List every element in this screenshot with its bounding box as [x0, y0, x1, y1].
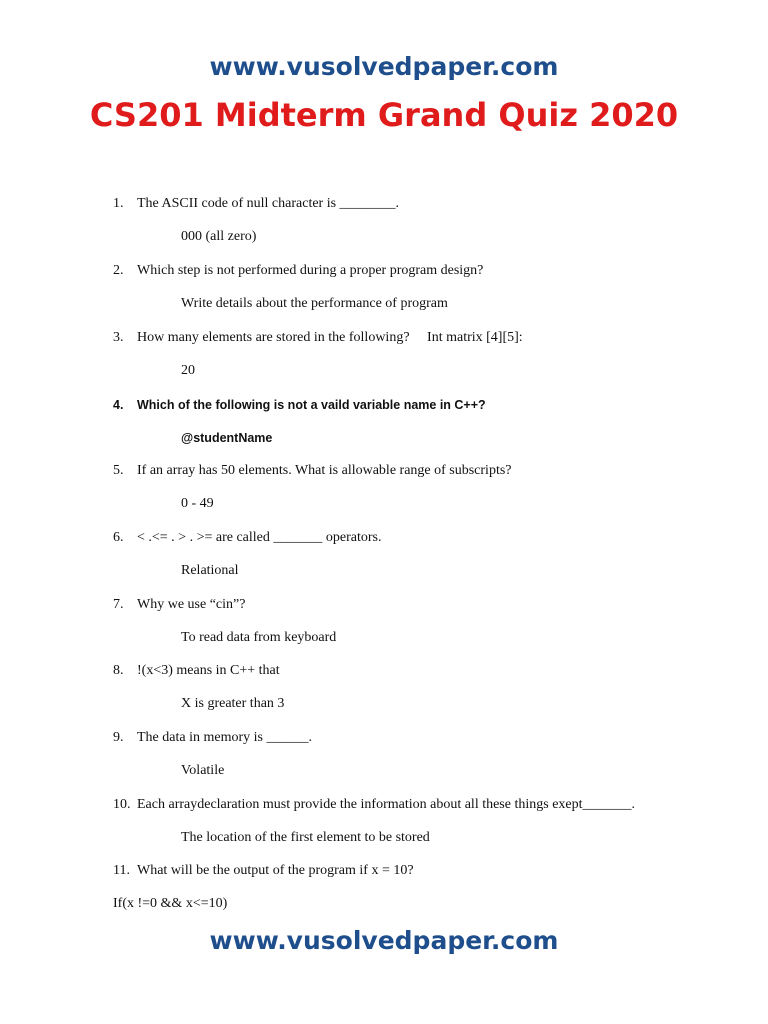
- answer-8: X is greater than 3: [181, 696, 285, 711]
- question-text: The ASCII code of null character is ________.: [137, 196, 400, 211]
- question-text: How many elements are stored in the following? Int matrix [4][5]:: [137, 330, 523, 345]
- question-number: 2.: [113, 263, 124, 278]
- question-number: 5.: [113, 463, 124, 478]
- question-text: Each arraydeclaration must provide the information about all these things exept_______.: [137, 797, 636, 812]
- question-number: 6.: [113, 530, 124, 545]
- answer-2: Write details about the performance of program: [181, 296, 448, 311]
- answer-9: Volatile: [181, 763, 225, 778]
- question-number: 8.: [113, 663, 124, 678]
- question-text: < .<= . > . >= are called _______ operators.: [137, 530, 382, 545]
- header-site-url[interactable]: www.vusolvedpaper.com: [209, 52, 559, 81]
- code-line: If(x !=0 && x<=10): [113, 896, 228, 911]
- question-text: !(x<3) means in C++ that: [137, 663, 280, 678]
- answer-4: @studentName: [181, 431, 273, 445]
- question-number: 1.: [113, 196, 124, 211]
- question-3: [113, 329, 523, 347]
- question-4: [113, 396, 486, 414]
- question-9: [113, 729, 312, 747]
- question-text: Which of the following is not a vaild variable name in C++?: [137, 398, 486, 412]
- question-text: The data in memory is ______.: [137, 730, 312, 745]
- question-text: What will be the output of the program if x = 10?: [137, 863, 414, 878]
- answer-5: 0 - 49: [181, 496, 214, 511]
- question-number: 9.: [113, 730, 124, 745]
- question-2: [113, 262, 483, 280]
- question-text: Which step is not performed during a proper program design?: [137, 263, 484, 278]
- question-8: [113, 662, 280, 680]
- question-number: 3.: [113, 330, 124, 345]
- question-text: If an array has 50 elements. What is allowable range of subscripts?: [137, 463, 512, 478]
- answer-10: The location of the first element to be stored: [181, 830, 430, 845]
- answer-1: 000 (all zero): [181, 229, 257, 244]
- question-number: 11.: [113, 863, 130, 878]
- question-text: Why we use “cin”?: [137, 597, 246, 612]
- answer-6: Relational: [181, 563, 239, 578]
- question-1: [113, 195, 399, 213]
- question-10: [113, 796, 635, 814]
- question-number: 10.: [113, 797, 131, 812]
- question-number: 4.: [113, 398, 124, 412]
- answer-3: 20: [181, 363, 195, 378]
- footer-site-url[interactable]: www.vusolvedpaper.com: [209, 926, 559, 955]
- question-11: [113, 862, 414, 880]
- page-title: CS201 Midterm Grand Quiz 2020: [89, 96, 679, 134]
- answer-7: To read data from keyboard: [181, 630, 337, 645]
- question-6: [113, 529, 381, 547]
- question-7: [113, 596, 245, 614]
- question-number: 7.: [113, 597, 124, 612]
- question-5: [113, 462, 512, 480]
